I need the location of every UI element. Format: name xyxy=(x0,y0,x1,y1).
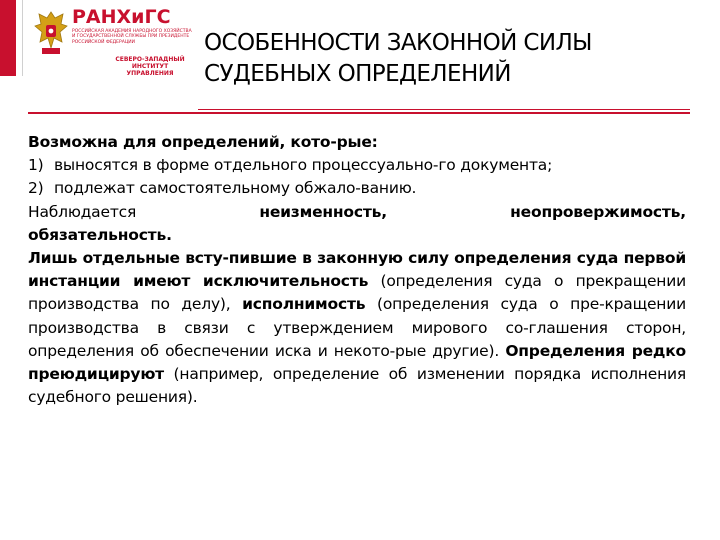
paragraph-text-3: (например, определение об изменении порядка исполнения судебного решения). xyxy=(28,365,686,407)
slide-body xyxy=(28,131,686,409)
slide-title xyxy=(204,28,592,90)
title-line-2: СУДЕБНЫХ ОПРЕДЕЛЕНИЙ xyxy=(204,61,511,87)
logo-subtitle: РОССИЙСКАЯ АКАДЕМИЯ НАРОДНОГО ХОЗЯЙСТВА И ГОСУДАРСТВЕННОЙ СЛУЖБЫ ПРИ ПРЕЗИДЕНТЕ РОССИЙСКОЙ ФЕДЕРАЦИИ xyxy=(72,29,192,45)
property-immutability: неизменность, xyxy=(259,202,387,221)
title-divider-thin xyxy=(198,109,690,110)
observed-word: Наблюдается xyxy=(28,202,137,221)
paragraph-bold-1: Лишь отдельные всту-пившие в законную силу определения суда первой инстанции имеют исключительность xyxy=(28,249,686,291)
observed-line xyxy=(28,201,686,224)
title-line-1: ОСОБЕННОСТИ ЗАКОННОЙ СИЛЫ xyxy=(204,30,592,56)
paragraph-bold-3: Определения редко преюдицируют xyxy=(28,341,686,384)
intro-text: Возможна для определений, кото-рые: xyxy=(28,133,378,151)
property-irrefutability: неопровержимость, xyxy=(510,202,686,221)
main-paragraph xyxy=(28,247,686,409)
paragraph-bold-2: исполнимость xyxy=(242,295,366,314)
list-item xyxy=(28,177,686,200)
logo-brand: РАНХиГС xyxy=(72,6,171,28)
list-text: подлежат самостоятельному обжало-ванию. xyxy=(54,179,417,198)
list-text: выносятся в форме отдельного процессуально-го документа; xyxy=(54,156,553,175)
list-item xyxy=(28,154,686,177)
paragraph-text-1: (определения суда о прекращении производства по делу), xyxy=(28,272,686,314)
logo-branch: СЕВЕРО-ЗАПАДНЫЙ ИНСТИТУТ УПРАВЛЕНИЯ xyxy=(115,56,185,77)
accent-bar xyxy=(0,0,16,76)
eagle-emblem-icon xyxy=(32,8,70,58)
accent-line xyxy=(22,0,23,76)
title-divider xyxy=(28,112,690,114)
list-number: 2) xyxy=(28,179,44,198)
property-binding: обязательность. xyxy=(28,225,172,244)
logo xyxy=(32,6,192,77)
paragraph-text-2: (определения суда о пре-кращении производства в связи с утверждением мирового со-глашения сторон, определения об обеспечении иска и некото-рые другие). xyxy=(28,295,686,360)
list-number: 1) xyxy=(28,156,44,175)
